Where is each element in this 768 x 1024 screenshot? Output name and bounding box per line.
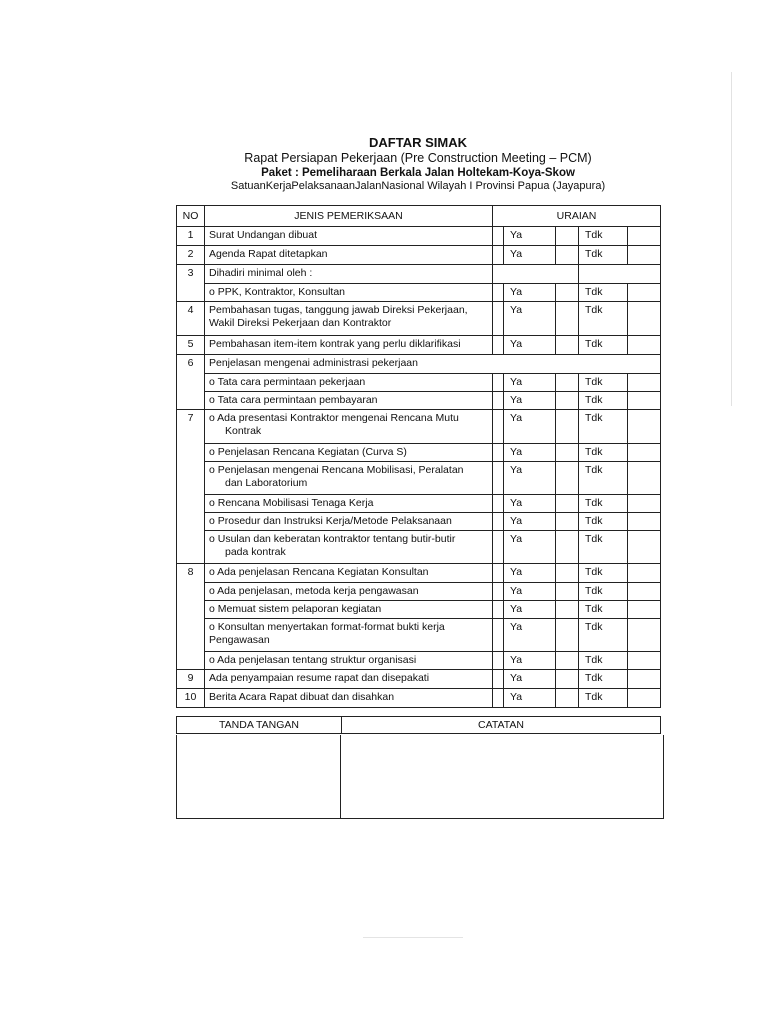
table-row (177, 283, 661, 302)
row-item: Agenda Rapat ditetapkan (205, 246, 493, 265)
ya-label: Ya (504, 283, 556, 302)
table-row (177, 443, 661, 461)
table-row (177, 265, 661, 284)
ya-label: Ya (504, 373, 556, 391)
remark-cell (628, 461, 661, 494)
row-number: 7 (177, 410, 205, 444)
ya-label: Ya (504, 530, 556, 564)
table-row (177, 246, 661, 265)
empty-cell (493, 265, 579, 284)
row-item: o Konsultan menyertakan format-format bukti kerja Pengawasan (205, 618, 493, 651)
tdk-label: Tdk (579, 283, 628, 302)
tdk-checkbox[interactable] (556, 600, 579, 618)
remark-cell (628, 512, 661, 530)
ya-checkbox[interactable] (493, 618, 504, 651)
tdk-label: Tdk (579, 302, 628, 336)
row-item: o Tata cara permintaan pekerjaan (205, 373, 493, 391)
table-row (177, 336, 661, 355)
row-number: 8 (177, 564, 205, 583)
row-number: 10 (177, 689, 205, 708)
ya-label: Ya (504, 302, 556, 336)
ya-label: Ya (504, 443, 556, 461)
row-item: Dihadiri minimal oleh : (205, 265, 493, 284)
row-item-continuation: pada kontrak (225, 545, 286, 558)
ya-checkbox[interactable] (493, 336, 504, 355)
remark-cell (628, 373, 661, 391)
tdk-label: Tdk (579, 336, 628, 355)
row-number: 6 (177, 355, 205, 374)
ya-checkbox[interactable] (493, 670, 504, 689)
tdk-checkbox[interactable] (556, 410, 579, 444)
row-item: Pembahasan item-item kontrak yang perlu diklarifikasi (205, 336, 493, 355)
ya-checkbox[interactable] (493, 582, 504, 600)
tdk-label: Tdk (579, 618, 628, 651)
table-row (177, 689, 661, 708)
ya-checkbox[interactable] (493, 689, 504, 708)
tdk-label: Tdk (579, 227, 628, 246)
row-item: o Ada penjelasan, metoda kerja pengawasan (205, 582, 493, 600)
notes-label: CATATAN (342, 717, 661, 734)
table-row (177, 302, 661, 336)
tdk-checkbox[interactable] (556, 391, 579, 410)
table-row (177, 618, 661, 651)
tdk-label: Tdk (579, 600, 628, 618)
remark-cell (628, 227, 661, 246)
tdk-checkbox[interactable] (556, 689, 579, 708)
remark-cell (628, 670, 661, 689)
tdk-checkbox[interactable] (556, 564, 579, 583)
document-title: DAFTAR SIMAK (369, 135, 467, 150)
row-item: Ada penyampaian resume rapat dan disepakati (205, 670, 493, 689)
ya-label: Ya (504, 651, 556, 670)
signature-label: TANDA TANGAN (177, 717, 342, 734)
table-row (177, 410, 661, 444)
tdk-checkbox[interactable] (556, 302, 579, 336)
row-number (177, 443, 205, 461)
ya-label: Ya (504, 227, 556, 246)
row-number: 5 (177, 336, 205, 355)
table-row (177, 391, 661, 410)
ya-checkbox[interactable] (493, 443, 504, 461)
table-row (177, 651, 661, 670)
row-item-continuation: dan Laboratorium (225, 476, 308, 489)
ya-checkbox[interactable] (493, 494, 504, 512)
row-item: Pembahasan tugas, tanggung jawab Direksi Pekerjaan, Wakil Direksi Pekerjaan dan Kontraktor (205, 302, 493, 336)
ya-checkbox[interactable] (493, 373, 504, 391)
ya-label: Ya (504, 246, 556, 265)
tdk-checkbox[interactable] (556, 246, 579, 265)
row-item-text: o Ada presentasi Kontraktor mengenai Rencana Mutu (209, 412, 459, 424)
tdk-checkbox[interactable] (556, 443, 579, 461)
tdk-label: Tdk (579, 651, 628, 670)
tdk-label: Tdk (579, 443, 628, 461)
row-number: 9 (177, 670, 205, 689)
tdk-label: Tdk (579, 494, 628, 512)
ya-checkbox[interactable] (493, 410, 504, 444)
ya-label: Ya (504, 391, 556, 410)
row-number (177, 530, 205, 564)
ya-label: Ya (504, 461, 556, 494)
ya-checkbox[interactable] (493, 564, 504, 583)
ya-label: Ya (504, 689, 556, 708)
ya-checkbox[interactable] (493, 651, 504, 670)
row-item (205, 530, 493, 564)
tdk-label: Tdk (579, 530, 628, 564)
row-item: o Ada penjelasan tentang struktur organisasi (205, 651, 493, 670)
remark-cell (628, 689, 661, 708)
tdk-checkbox[interactable] (556, 582, 579, 600)
row-item: o Tata cara permintaan pembayaran (205, 391, 493, 410)
ya-label: Ya (504, 670, 556, 689)
ya-label: Ya (504, 410, 556, 444)
row-number (177, 373, 205, 391)
row-item: Surat Undangan dibuat (205, 227, 493, 246)
row-number (177, 618, 205, 651)
tdk-label: Tdk (579, 564, 628, 583)
remark-cell (628, 494, 661, 512)
ya-checkbox[interactable] (493, 512, 504, 530)
tdk-label: Tdk (579, 512, 628, 530)
work-unit: SatuanKerjaPelaksanaanJalanNasional Wilayah I Provinsi Papua (Jayapura) (230, 180, 606, 192)
row-number (177, 651, 205, 670)
remark-cell (628, 564, 661, 583)
table-row (177, 461, 661, 494)
row-item: o Penjelasan Rencana Kegiatan (Curva S) (205, 443, 493, 461)
tdk-checkbox[interactable] (556, 283, 579, 302)
remark-cell (628, 582, 661, 600)
remark-cell (628, 391, 661, 410)
row-item: o Memuat sistem pelaporan kegiatan (205, 600, 493, 618)
row-item: Berita Acara Rapat dibuat dan disahkan (205, 689, 493, 708)
remark-cell (628, 302, 661, 336)
document-subtitle: Rapat Persiapan Pekerjaan (Pre Construction Meeting – PCM) (244, 151, 592, 165)
header-jenis: JENIS PEMERIKSAAN (205, 206, 493, 227)
ya-label: Ya (504, 618, 556, 651)
header-no: NO (177, 206, 205, 227)
page-edge-line (731, 72, 732, 406)
row-item: o Ada penjelasan Rencana Kegiatan Konsultan (205, 564, 493, 583)
remark-cell (628, 336, 661, 355)
table-row (177, 494, 661, 512)
tdk-checkbox[interactable] (556, 373, 579, 391)
row-item: Penjelasan mengenai administrasi pekerjaan (205, 355, 661, 374)
table-row (177, 512, 661, 530)
row-number (177, 461, 205, 494)
row-item (205, 410, 493, 444)
signature-box[interactable] (176, 735, 341, 819)
tdk-label: Tdk (579, 670, 628, 689)
table-row (177, 670, 661, 689)
tdk-label: Tdk (579, 373, 628, 391)
ya-label: Ya (504, 512, 556, 530)
table-row (177, 600, 661, 618)
notes-box[interactable] (341, 735, 664, 819)
table-row (177, 582, 661, 600)
tdk-checkbox[interactable] (556, 336, 579, 355)
ya-checkbox[interactable] (493, 461, 504, 494)
tdk-label: Tdk (579, 582, 628, 600)
table-row (177, 227, 661, 246)
table-row (177, 564, 661, 583)
ya-checkbox[interactable] (493, 391, 504, 410)
ya-checkbox[interactable] (493, 246, 504, 265)
row-number (177, 494, 205, 512)
row-item-text: o Usulan dan keberatan kontraktor tentang butir-butir (209, 532, 456, 545)
remark-cell (628, 283, 661, 302)
row-number: 1 (177, 227, 205, 246)
tdk-label: Tdk (579, 461, 628, 494)
header-uraian: URAIAN (493, 206, 661, 227)
remark-cell (628, 246, 661, 265)
remark-cell (628, 651, 661, 670)
tdk-checkbox[interactable] (556, 530, 579, 564)
ya-label: Ya (504, 600, 556, 618)
empty-cell (579, 265, 661, 284)
tdk-checkbox[interactable] (556, 512, 579, 530)
tdk-checkbox[interactable] (556, 494, 579, 512)
row-item: o Prosedur dan Instruksi Kerja/Metode Pelaksanaan (205, 512, 493, 530)
package-name: Paket : Pemeliharaan Berkala Jalan Holtekam-Koya-Skow (261, 167, 575, 179)
tdk-checkbox[interactable] (556, 670, 579, 689)
ya-checkbox[interactable] (493, 600, 504, 618)
remark-cell (628, 410, 661, 444)
tdk-checkbox[interactable] (556, 651, 579, 670)
row-item: o Rencana Mobilisasi Tenaga Kerja (205, 494, 493, 512)
row-item-continuation: Kontrak (225, 425, 262, 437)
ya-checkbox[interactable] (493, 302, 504, 336)
row-number (177, 582, 205, 600)
tdk-label: Tdk (579, 410, 628, 444)
row-number: 3 (177, 265, 205, 284)
table-row (177, 355, 661, 374)
row-item-text: o Penjelasan mengenai Rencana Mobilisasi, Peralatan (209, 463, 464, 476)
row-number: 2 (177, 246, 205, 265)
tdk-label: Tdk (579, 689, 628, 708)
remark-cell (628, 618, 661, 651)
table-header-row (177, 206, 661, 227)
remark-cell (628, 530, 661, 564)
ya-checkbox[interactable] (493, 530, 504, 564)
tdk-checkbox[interactable] (556, 461, 579, 494)
row-number (177, 512, 205, 530)
table-row (177, 530, 661, 564)
page-bottom-mark (363, 937, 463, 938)
ya-label: Ya (504, 336, 556, 355)
checklist-table (176, 205, 661, 708)
table-row (177, 373, 661, 391)
footer-header-row (176, 716, 661, 734)
ya-label: Ya (504, 494, 556, 512)
tdk-label: Tdk (579, 391, 628, 410)
ya-checkbox[interactable] (493, 283, 504, 302)
row-number (177, 283, 205, 302)
tdk-label: Tdk (579, 246, 628, 265)
ya-label: Ya (504, 582, 556, 600)
tdk-checkbox[interactable] (556, 227, 579, 246)
row-item (205, 461, 493, 494)
remark-cell (628, 443, 661, 461)
remark-cell (628, 600, 661, 618)
row-number: 4 (177, 302, 205, 336)
row-number (177, 600, 205, 618)
ya-checkbox[interactable] (493, 227, 504, 246)
row-item: o PPK, Kontraktor, Konsultan (205, 283, 493, 302)
ya-label: Ya (504, 564, 556, 583)
tdk-checkbox[interactable] (556, 618, 579, 651)
row-number (177, 391, 205, 410)
